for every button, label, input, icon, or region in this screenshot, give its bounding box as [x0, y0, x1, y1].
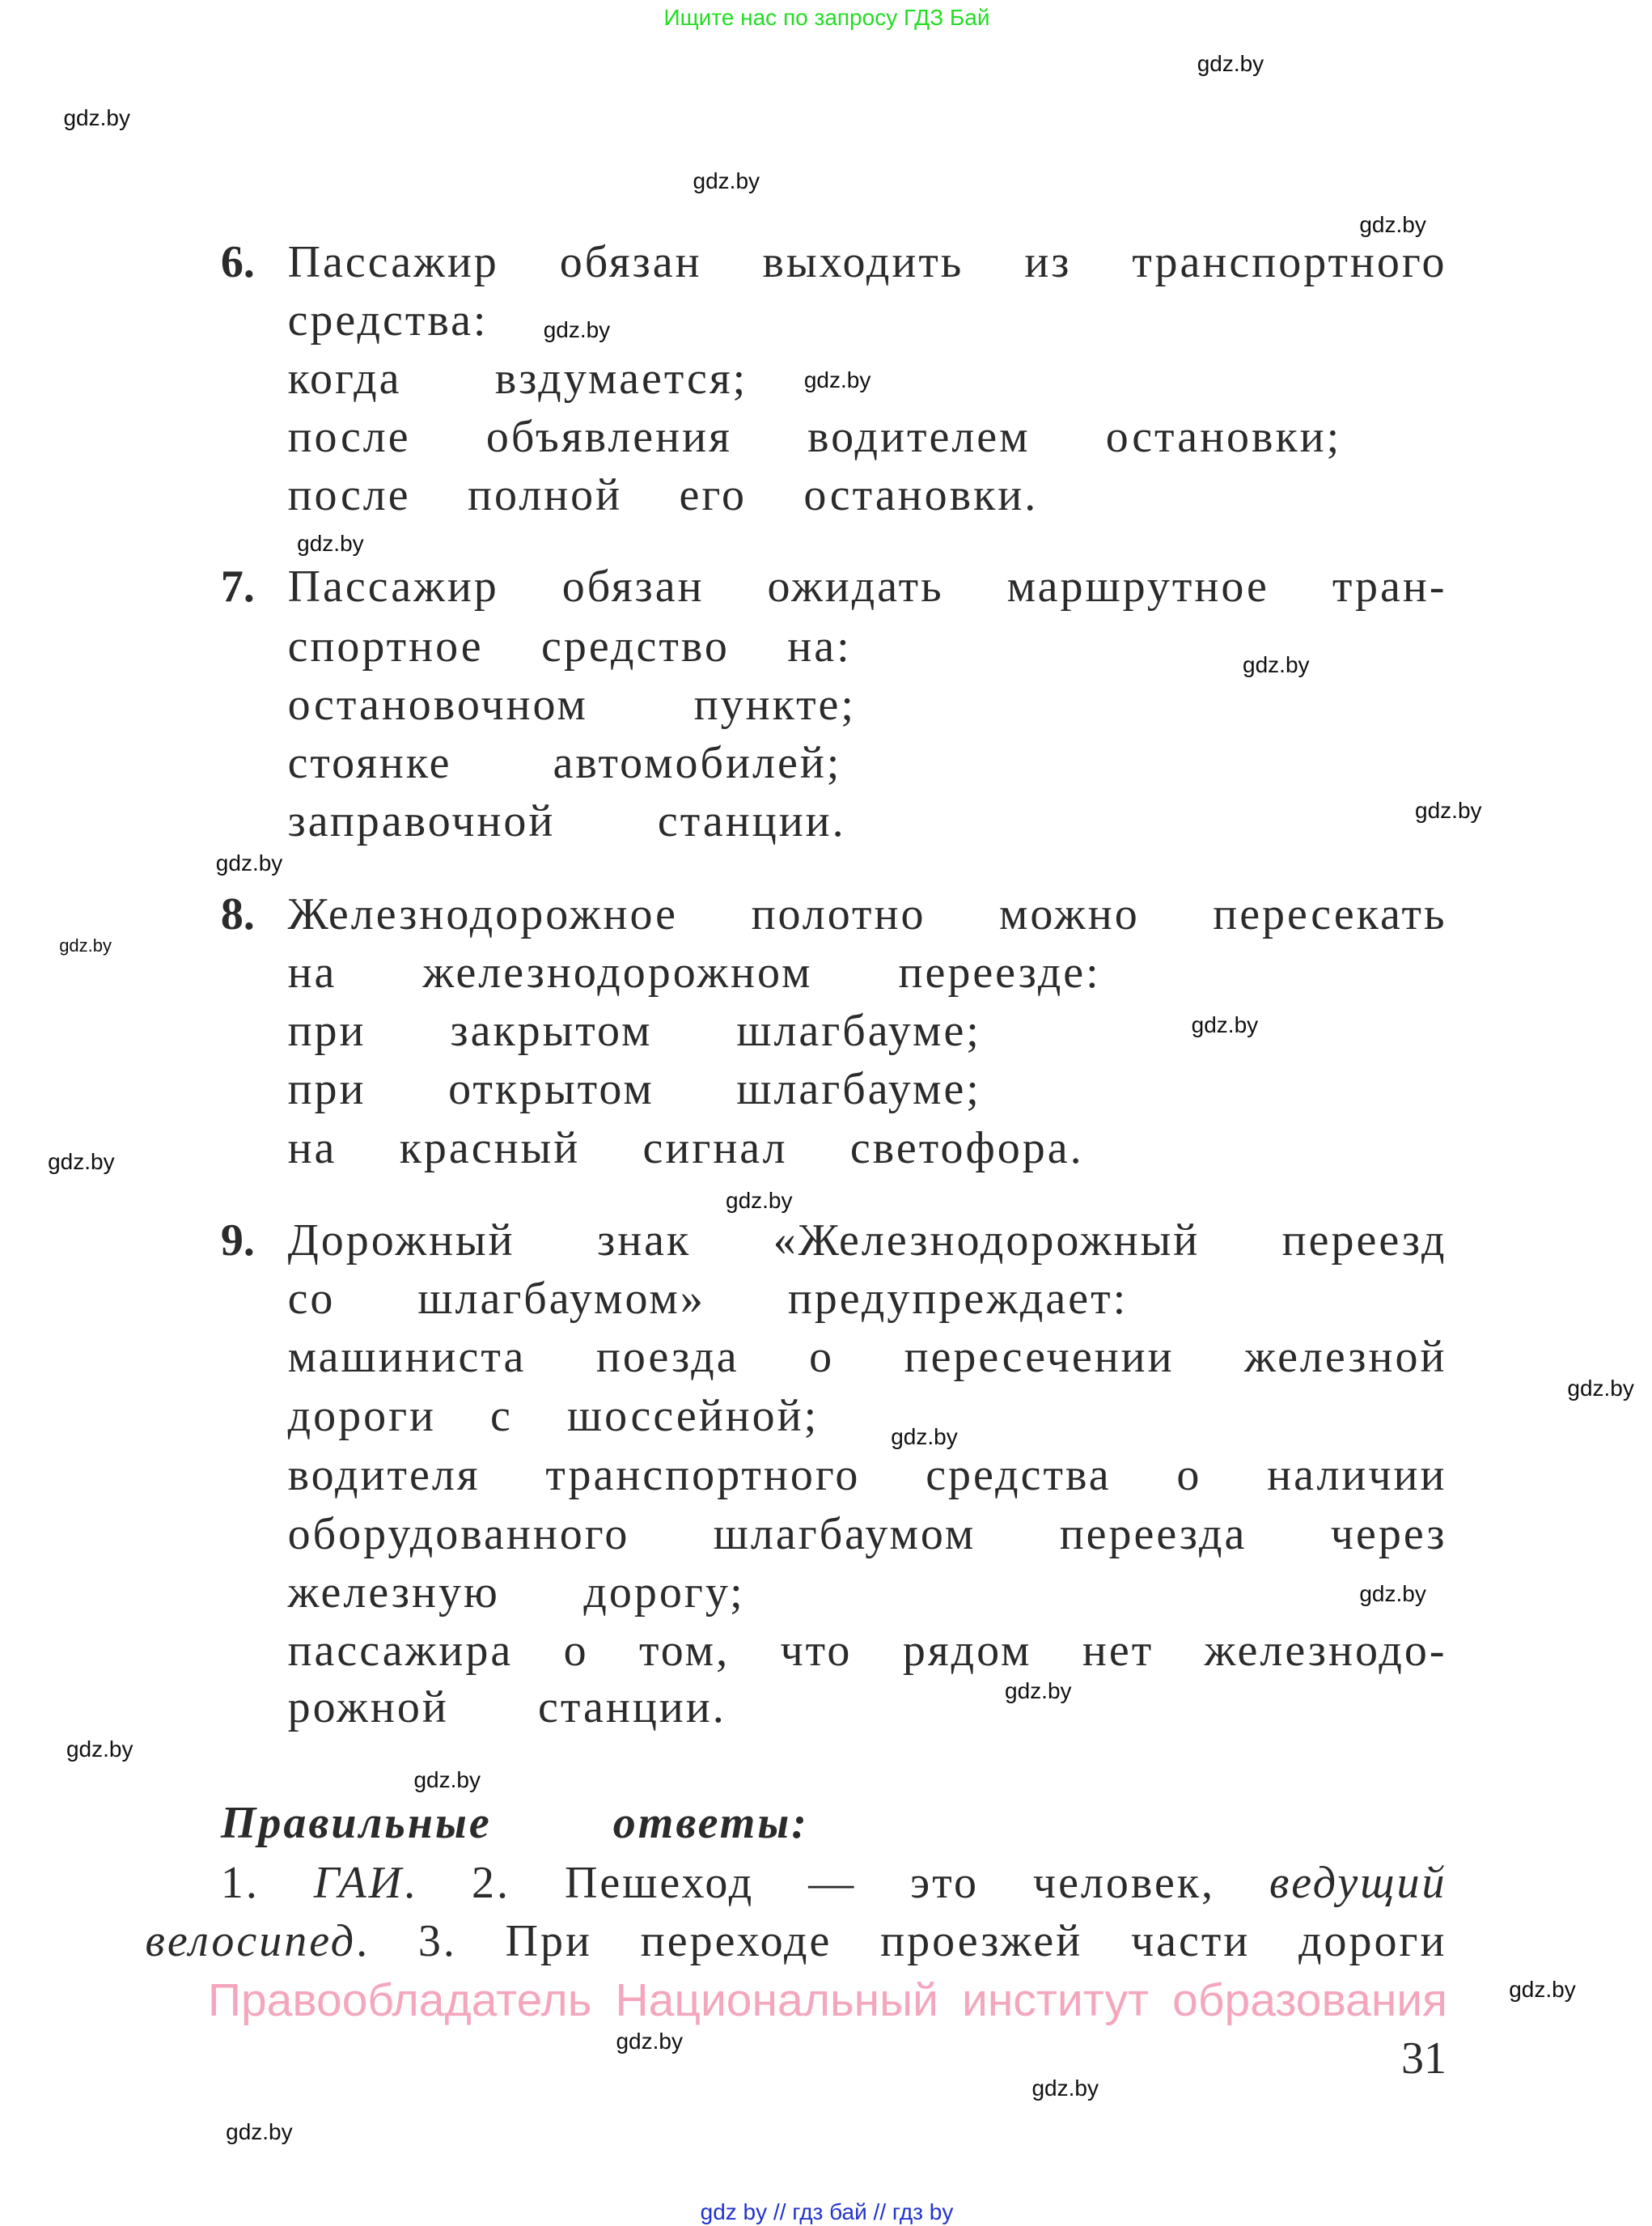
watermark: gdz.by [726, 1187, 793, 1213]
question-line: Дорожный знак «Железнодорожный переезд [287, 1215, 1447, 1266]
watermark: gdz.by [1567, 1376, 1634, 1401]
question-line: при закрытом шлагбауме; [287, 1006, 981, 1057]
watermark: gdz.by [48, 1149, 115, 1175]
watermark: gdz.by [1415, 797, 1482, 823]
watermark: gdz.by [543, 317, 611, 343]
search-banner: Ищите нас по запросу ГДЗ Бай [663, 5, 990, 30]
footer-links[interactable]: gdz by // гдз бай // гдз by [700, 2199, 954, 2224]
question-line: спортное средство на: [287, 621, 852, 672]
page-number: 31 [1401, 2033, 1447, 2084]
watermark: gdz.by [215, 850, 283, 876]
watermark: gdz.by [1359, 212, 1426, 238]
answer-text: . 2. Пешеход — это человек, [404, 1857, 1269, 1908]
question-line: когда вздумается; [287, 354, 748, 404]
watermark: gdz.by [803, 367, 871, 392]
watermark: gdz.by [59, 935, 112, 956]
question-line: машиниста поезда о пересечении железной [287, 1332, 1447, 1383]
question-line: водителя транспортного средства о наличии [287, 1450, 1447, 1501]
question-line: после полной его остановки. [287, 470, 1039, 521]
watermark: gdz.by [693, 167, 760, 193]
question-number: 8. [220, 888, 255, 939]
question-line: стоянке автомобилей; [287, 738, 842, 789]
question-number: 9. [220, 1215, 255, 1266]
question-line: Железнодорожное полотно можно пересекать [287, 888, 1447, 939]
question-line: со шлагбаумом» предупреждает: [287, 1274, 1129, 1325]
watermark: gdz.by [1509, 1977, 1576, 2003]
answer-text: . 3. При переходе проезжей части дороги [356, 1916, 1447, 1967]
answer-text: ГАИ [313, 1857, 405, 1908]
watermark: gdz.by [1191, 1012, 1259, 1038]
question-line: на красный сигнал светофора. [287, 1122, 1084, 1173]
watermark: gdz.by [297, 531, 364, 557]
answer-line [146, 1915, 1447, 1967]
watermark: gdz.by [66, 1736, 133, 1762]
question-line: при открытом шлагбауме; [287, 1064, 981, 1115]
answer-text: велосипед [145, 1916, 357, 1967]
question-line: пассажира о том, что рядом нет железнодо- [287, 1626, 1447, 1676]
question-line: дороги с шоссейной; [287, 1390, 820, 1441]
question-line: оборудованного шлагбаумом переезда через [287, 1508, 1447, 1559]
question-number: 6. [220, 236, 255, 287]
watermark: gdz.by [226, 2119, 293, 2145]
watermark: gdz.by [63, 105, 130, 131]
question-number: 7. [220, 562, 255, 613]
question-line: средства: [287, 295, 489, 346]
question-line: железную дорогу; [287, 1567, 745, 1618]
watermark: gdz.by [1031, 2075, 1099, 2101]
watermark: gdz.by [1243, 652, 1310, 678]
answer-line [221, 1857, 1447, 1909]
question-line: Пассажир обязан выходить из транспортного [287, 236, 1447, 287]
watermark: gdz.by [1005, 1677, 1072, 1703]
watermark: gdz.by [1197, 51, 1264, 77]
watermark: gdz.by [891, 1424, 958, 1450]
question-line: на железнодорожном переезде: [287, 948, 1101, 999]
answer-text: 1. [220, 1857, 314, 1908]
copyright-notice: Правообладатель Национальный институт образования [208, 1974, 1447, 2026]
question-line: после объявления водителем остановки; [287, 412, 1342, 463]
watermark: gdz.by [616, 2028, 683, 2054]
question-line: рожной станции. [287, 1682, 726, 1733]
watermark: gdz.by [1359, 1580, 1426, 1606]
question-line: заправочной станции. [287, 796, 846, 847]
answers-heading: Правильные ответы: [220, 1798, 809, 1848]
answer-text: ведущий [1269, 1857, 1447, 1908]
watermark: gdz.by [413, 1767, 481, 1793]
question-line: остановочном пункте; [287, 680, 856, 731]
question-line: Пассажир обязан ожидать маршрутное тран- [287, 562, 1447, 613]
